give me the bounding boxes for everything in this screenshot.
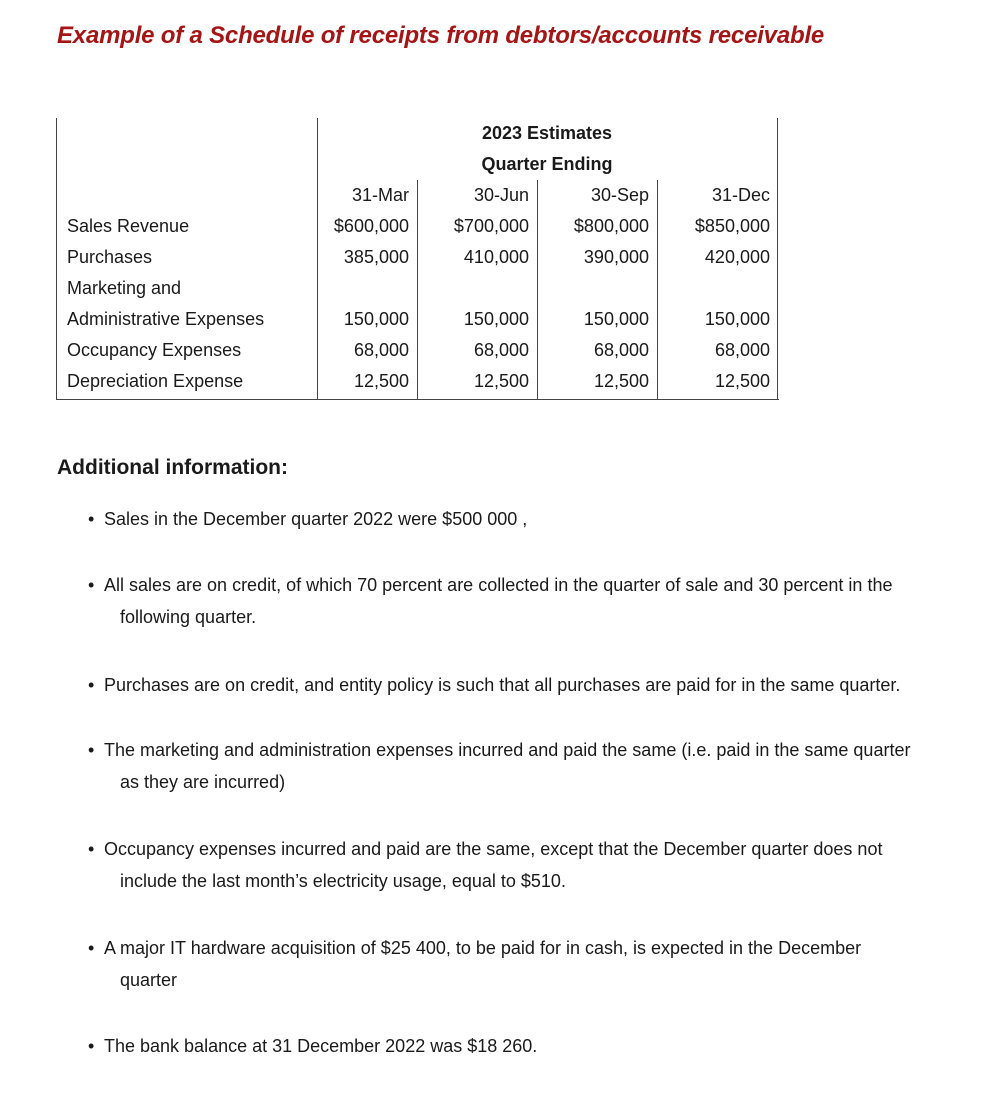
- quarter-header: 30-Jun: [473, 185, 529, 205]
- table-rule: [777, 118, 778, 399]
- bullet-icon: •: [88, 675, 95, 695]
- table-cell: 12,500: [593, 371, 649, 391]
- table-cell: 420,000: [704, 247, 770, 267]
- quarter-header: 31-Mar: [351, 185, 409, 205]
- info-bullet: [88, 1030, 978, 1062]
- table-cell: 68,000: [593, 340, 649, 360]
- info-bullet: [88, 669, 978, 701]
- bullet-text: A major IT hardware acquisition of $25 400, to be paid for in cash, is expected in the December: [104, 938, 862, 958]
- table-cell: $700,000: [453, 216, 529, 236]
- row-label: Sales Revenue: [67, 216, 190, 236]
- table-cell: $800,000: [573, 216, 649, 236]
- bullet-text-continued: quarter: [120, 970, 178, 990]
- bullet-icon: •: [88, 839, 95, 859]
- row-label: Marketing and: [67, 278, 182, 298]
- row-label: Occupancy Expenses: [67, 340, 242, 360]
- quarter-header: 30-Sep: [590, 185, 649, 205]
- info-bullet: [88, 569, 978, 633]
- bullet-text-continued: following quarter.: [120, 607, 257, 627]
- table-cell: 12,500: [473, 371, 529, 391]
- table-cell: 68,000: [714, 340, 770, 360]
- schedule-table: [56, 118, 779, 400]
- info-bullet: [88, 932, 978, 996]
- table-rule: [317, 118, 318, 399]
- row-label: Purchases: [67, 247, 153, 267]
- bullet-text: Purchases are on credit, and entity policy is such that all purchases are paid for in the same quarter.: [104, 675, 901, 695]
- additional-info-heading: Additional information:: [57, 456, 288, 479]
- table-cell: 68,000: [473, 340, 529, 360]
- info-bullet: [88, 833, 978, 897]
- table-cell: $600,000: [333, 216, 409, 236]
- table-header-title: 2023 Estimates: [481, 123, 613, 143]
- bullet-text: The bank balance at 31 December 2022 was $18 260.: [104, 1036, 538, 1056]
- table-cell: 150,000: [463, 309, 529, 329]
- row-label-continued: Administrative Expenses: [67, 309, 265, 329]
- table-rule: [657, 180, 658, 399]
- bullet-text: The marketing and administration expenses incurred and paid the same (i.e. paid in the same quarter: [104, 740, 911, 760]
- bullet-icon: •: [88, 740, 95, 760]
- bullet-icon: •: [88, 938, 95, 958]
- table-rule: [537, 180, 538, 399]
- table-cell: $850,000: [694, 216, 770, 236]
- table-cell: 68,000: [353, 340, 409, 360]
- table-cell: 385,000: [343, 247, 409, 267]
- table-cell: 410,000: [463, 247, 529, 267]
- info-bullet: [88, 734, 978, 798]
- bullet-text: Sales in the December quarter 2022 were $500 000 ,: [104, 509, 528, 529]
- bullet-text-continued: include the last month’s electricity usage, equal to $510.: [120, 871, 566, 891]
- quarter-header: 31-Dec: [711, 185, 770, 205]
- table-cell: 150,000: [583, 309, 649, 329]
- table-rule: [417, 180, 418, 399]
- table-cell: 390,000: [583, 247, 649, 267]
- table-header-subtitle: Quarter Ending: [481, 154, 613, 174]
- page-title: Example of a Schedule of receipts from debtors/accounts receivable: [57, 22, 825, 49]
- table-cell: 150,000: [343, 309, 409, 329]
- bullet-icon: •: [88, 1036, 95, 1056]
- table-cell: 150,000: [704, 309, 770, 329]
- table-cell: 12,500: [353, 371, 409, 391]
- info-bullet: [88, 503, 978, 535]
- bullet-icon: •: [88, 575, 95, 595]
- table-cell: 12,500: [714, 371, 770, 391]
- row-label: Depreciation Expense: [67, 371, 244, 391]
- bullet-text: Occupancy expenses incurred and paid are the same, except that the December quarter does not: [104, 839, 883, 859]
- bullet-text: All sales are on credit, of which 70 percent are collected in the quarter of sale and 30 percent in the: [104, 575, 893, 595]
- bullet-icon: •: [88, 509, 95, 529]
- bullet-text-continued: as they are incurred): [120, 772, 286, 792]
